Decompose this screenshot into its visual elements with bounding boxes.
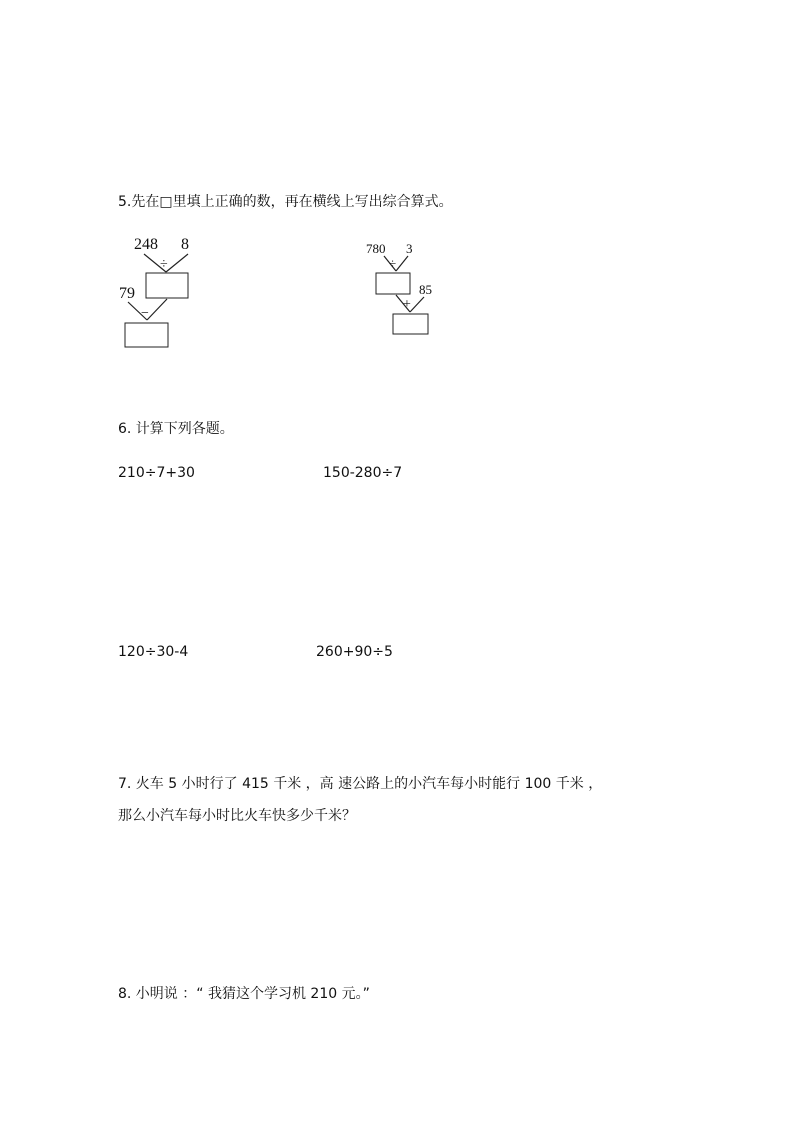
d1-box-2	[125, 323, 168, 347]
q6-expr-4: 260+90÷5	[316, 644, 393, 660]
q6-expr-3: 120÷30-4	[118, 644, 189, 660]
d1-line-right	[166, 254, 188, 272]
d2-side: 85	[419, 282, 432, 297]
q6-prompt: 6. 计算下列各题。	[118, 421, 234, 437]
q7-line-1: 7. 火车 5 小时行了 415 千米 ，高 速公路上的小汽车每小时能行 100 千米 ，	[118, 776, 603, 792]
q6-expr-1: 210÷7+30	[118, 465, 195, 481]
d1-op2: −	[141, 306, 149, 321]
d2-op2: +	[403, 297, 411, 312]
d1-line-right2	[147, 299, 167, 320]
q5-prompt: 5.先在□里填上正确的数，再在横线上写出综合算式。	[118, 194, 453, 210]
d1-side: 79	[119, 285, 135, 302]
q5-diagram-2	[362, 235, 472, 340]
q5-diagram-1	[112, 228, 232, 353]
q6-expr-2: 150-280÷7	[323, 465, 403, 481]
q7-line-2: 那么小汽车每小时比火车快多少千米？	[118, 808, 356, 824]
d2-top-right: 3	[406, 241, 413, 256]
d2-op1: ÷	[389, 256, 397, 271]
d1-op1: ÷	[160, 257, 168, 272]
d2-line-right	[396, 256, 408, 271]
d2-line-right2	[410, 297, 424, 312]
d1-top-right: 8	[181, 236, 189, 253]
q8-line-1: 8. 小明说 ：“ 我猜这个学习机 210 元。”	[118, 986, 370, 1002]
d2-box-2	[393, 314, 428, 334]
d2-box-1	[376, 273, 410, 294]
d1-box-1	[146, 273, 188, 298]
d2-top-left: 780	[366, 241, 386, 256]
d1-top-left: 248	[134, 236, 158, 253]
